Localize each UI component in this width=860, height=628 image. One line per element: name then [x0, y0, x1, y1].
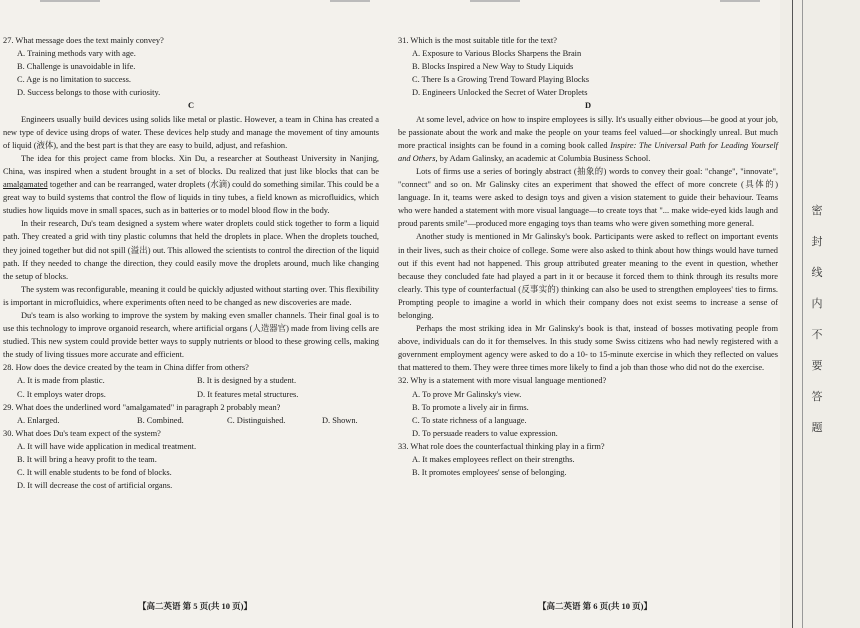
passage-c-paragraph-5: Du's team is also working to improve the system by making even smaller channels. Their final goal is to use this technology to improve organoid research, where artificial organs (人造器官) made from living cells are studied. This new system could provide better ways to supply nutrients or blood to these growing cells, making the study of living tissues more accurate and efficient.: [3, 310, 379, 360]
q29-option-d: D. Shown.: [322, 415, 358, 425]
q32-option-b: B. To promote a lively air in firms.: [412, 402, 529, 412]
book-title: Inspire: The Universal Path for Leading Yourself and Others: [398, 140, 778, 163]
binding-line: [802, 0, 803, 628]
seal-char: 题: [811, 421, 823, 434]
passage-d-paragraph-2: Lots of firms use a series of boringly abstract (抽象的) words to convey their goal: "change", "innovate", "connect" and so on. Mr Galinsky cites an experiment that showed the effect of more concrete (具体的) language. In it, teams were asked to design toys and given a vision statement to guide their behaviour. Teams who were handed a statement with more visual language—to create toys that "... make wide-eyed kids laugh and proud parents smile"—produced more engaging toys than teams who were given something more general.: [398, 166, 778, 229]
q31-option-a: A. Exposure to Various Blocks Sharpens the Brain: [412, 49, 582, 59]
passage-c-paragraph-4: The system was reconfigurable, meaning it could be quickly adjusted without starting over. This flexibility is important in microfluidics, where experiments often need to be changed as new discoveries are made.: [3, 284, 379, 307]
question-27-stem: 27. What message does the text mainly convey?: [3, 36, 164, 45]
section-c-heading: C: [187, 101, 195, 111]
q28-option-d: D. It features metal structures.: [197, 389, 299, 399]
underlined-word: amalgamated: [3, 180, 48, 190]
q27-option-d: D. Success belongs to those with curiosity.: [17, 88, 161, 98]
q27-option-a: A. Training methods vary with age.: [17, 49, 136, 59]
top-mark: [720, 0, 760, 2]
q30-option-a: A. It will have wide application in medical treatment.: [17, 441, 197, 451]
q30-option-d: D. It will decrease the cost of artificial organs.: [17, 481, 173, 491]
passage-d-paragraph-1: [398, 113, 778, 165]
q28-options-row-2: [3, 388, 379, 401]
q29-option-c: C. Distinguished.: [227, 415, 286, 425]
left-page: [3, 34, 379, 492]
question-29-stem: 29. What does the underlined word "amalgamated" in paragraph 2 probably mean?: [3, 402, 281, 412]
passage-c-paragraph-2: [3, 152, 379, 217]
seal-char: 内: [811, 297, 823, 310]
passage-c-paragraph-3: In their research, Du's team designed a system where water droplets could stick together to form a liquid path. They created a grid with tiny plastic columns that held the droplets in place. When the droplets touched, they joined together but did not spill (溢出) out. This allowed the scientists to control the direction of the liquid path. If they needed to change the direction, they could easily move the droplets around, much like changing the setup of blocks.: [3, 219, 379, 281]
question-31-stem: 31. Which is the most suitable title for the text?: [398, 36, 557, 45]
question-32-stem: 32. Why is a statement with more visual language mentioned?: [398, 376, 607, 386]
q28-option-a: A. It is made from plastic.: [17, 376, 105, 386]
top-mark: [40, 0, 100, 2]
q27-option-b: B. Challenge is unavoidable in life.: [17, 62, 136, 72]
q29-option-a: A. Enlarged.: [17, 415, 60, 425]
seal-char: 答: [811, 390, 823, 403]
q31-option-c: C. There Is a Growing Trend Toward Playing Blocks: [412, 75, 590, 85]
q31-option-b: B. Blocks Inspired a New Way to Study Liquids: [412, 62, 574, 72]
seal-char: 线: [811, 266, 823, 279]
passage-c-paragraph-1: Engineers usually build devices using solids like metal or plastic. However, a team in China has created a new type of device using drops of water. These devices help study and manage the movement of tiny amounts of liquid (液体), and the best part is that they are easy to build, adjust, and refashion.: [3, 114, 379, 150]
q30-option-b: B. It will bring a heavy profit to the team.: [17, 455, 157, 464]
q28-options-row-1: [3, 374, 379, 387]
page-footer-left: 【高二英语 第 5 页(共 10 页)】: [137, 601, 253, 611]
top-mark: [470, 0, 520, 2]
q29-option-b: B. Combined.: [137, 415, 184, 425]
q33-option-b: B. It promotes employees' sense of belonging.: [412, 468, 567, 478]
binding-line: [792, 0, 793, 628]
paragraph-1-part-2: , by Adam Galinsky, an academic at Columbia Business School.: [435, 153, 651, 163]
seal-char: 要: [811, 359, 823, 372]
q32-option-d: D. To persuade readers to value expression.: [412, 428, 558, 438]
q32-option-c: C. To state richness of a language.: [412, 415, 527, 425]
question-33-stem: 33. What role does the counterfactual thinking play in a firm?: [398, 441, 605, 451]
seal-char: 密: [811, 204, 823, 217]
q29-options: [3, 414, 379, 427]
page-footer-right: 【高二英语 第 6 页(共 10 页)】: [537, 601, 653, 611]
seal-line-notice: [806, 200, 828, 448]
paragraph-1-part-1: At some level, advice on how to inspire employees is silly. It's usually either obvious—be good at your job, be passionate about the work and make the people on your teams feel valued—or shockingly unreal. But much more practical insights can be found in a coming book called: [398, 114, 778, 150]
q32-option-a: A. To prove Mr Galinsky's view.: [412, 389, 522, 399]
question-30-stem: 30. What does Du's team expect of the system?: [3, 428, 161, 438]
paragraph-2-part-2: together and can be rearranged, water droplets (水滴) could do something similar. This could be a great way to build systems that control the flow of liquids in tiny tubes, a field known as microfluidics, which studies how liquids move in small spaces, such as in batteries or to model blood flow in the body.: [3, 180, 380, 216]
seal-char: 封: [811, 235, 823, 248]
passage-d-paragraph-3: Another study is mentioned in Mr Galinsky's book. Participants were asked to reflect on important events in their lives, such as their choice of college. Some were also asked to think about how things would have turned out if this event had not happened. This group attributed greater meaning to the event in question, whether because they concluded fate had played a part in it or because it forced them to think through its results more clearly. This type of counterfactual (反事实的) thinking can also be used to strengthen employees' ties to firms. Prompting people to imagine a world in which their company does not exist seems to increase a sense of belonging.: [398, 232, 778, 320]
right-page: [398, 34, 778, 479]
q27-option-c: C. Age is no limitation to success.: [17, 75, 131, 85]
q28-option-c: C. It employs water drops.: [17, 389, 106, 399]
question-28-stem: 28. How does the device created by the team in China differ from others?: [3, 363, 249, 373]
q30-option-c: C. It will enable students to be fond of blocks.: [17, 468, 172, 478]
paragraph-2-part-1: The idea for this project came from blocks. Xin Du, a researcher at Southeast University in Nanjing, China, was inspired when a student brought in a set of blocks. Du realized that just like blocks that can be: [3, 153, 379, 176]
top-mark: [330, 0, 370, 2]
binding-margin: [780, 0, 860, 628]
q33-option-a: A. It makes employees reflect on their strengths.: [412, 455, 575, 464]
seal-char: 不: [811, 328, 823, 341]
q31-option-d: D. Engineers Unlocked the Secret of Water Droplets: [412, 88, 588, 98]
q28-option-b: B. It is designed by a student.: [197, 376, 297, 386]
passage-d-paragraph-4: Perhaps the most striking idea in Mr Galinsky's book is that, instead of bosses motivating people from above, individuals can do it for themselves. In this study some Swiss citizens who had newly registered with a government employment agency were asked to do a 10- to 15-minute exercise in which they reflected on values that mattered to them. They were three times more likely to find a job than those who did not do the exercise.: [398, 324, 778, 373]
section-d-heading: D: [584, 101, 592, 111]
